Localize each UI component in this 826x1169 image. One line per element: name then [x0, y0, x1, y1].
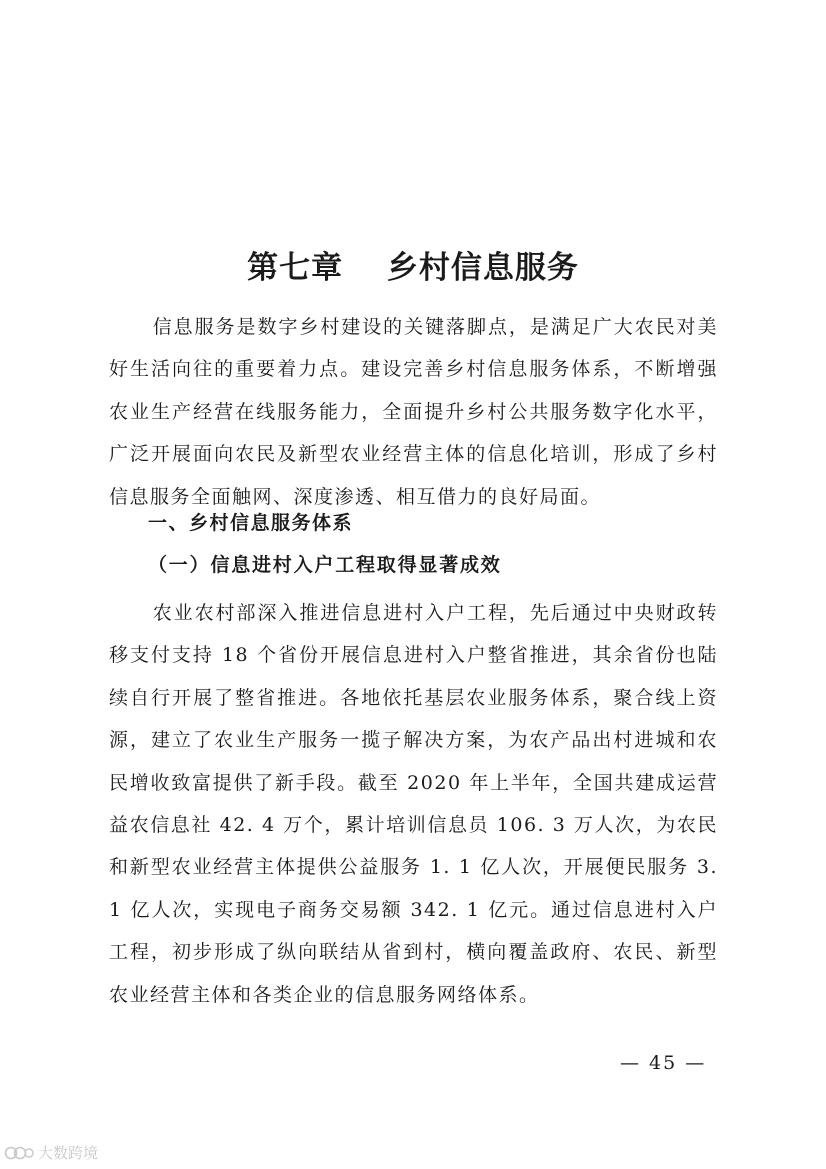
page-number: — 45 —: [620, 1052, 707, 1074]
subsection-paragraph: 农业农村部深入推进信息进村入户工程，先后通过中央财政转移支付支持 18 个省份开展信息进村入户整省推进，其余省份也陆续自行开展了整省推进。各地依托基层农业服务体系，聚合线上资源，建立了农业生产服务一揽子解决方案，为农产品出村进城和农民增收致富提供了新手段。截至 2020 年上半年，全国共建成运营益农信息社 42. 4 万个，累计培训信息员 106. 3 万人次，为农民和新型农业经营主体提供公益服务 1. 1 亿人次，开展便民服务 3. 1 亿人次，实现电子商务交易额 342. 1 亿元。通过信息进村入户工程，初步形成了纵向联结从省到村，横向覆盖政府、农民、新型农业经营主体和各类企业的信息服务网络体系。: [109, 602, 718, 1006]
subsection-heading: （一）信息进村入户工程取得显著成效: [148, 554, 502, 576]
subsection-text-block: [109, 592, 718, 1016]
brand-logo-icon: [4, 1145, 34, 1161]
intro-paragraph: 信息服务是数字乡村建设的关键落脚点，是满足广大农民对美好生活向往的重要着力点。建设完善乡村信息服务体系，不断增强农业生产经营在线服务能力，全面提升乡村公共服务数字化水平，广泛开展面向农民及新型农业经营主体的信息化培训，形成了乡村信息服务全面触网、深度渗透、相互借力的良好局面。: [109, 316, 718, 508]
chapter-title: 第七章 乡村信息服务: [247, 249, 579, 286]
watermark-text: 大数跨境: [38, 1144, 99, 1162]
section-heading: 一、乡村信息服务体系: [148, 512, 354, 534]
watermark: [4, 1142, 98, 1163]
intro-text-block: [109, 306, 718, 518]
